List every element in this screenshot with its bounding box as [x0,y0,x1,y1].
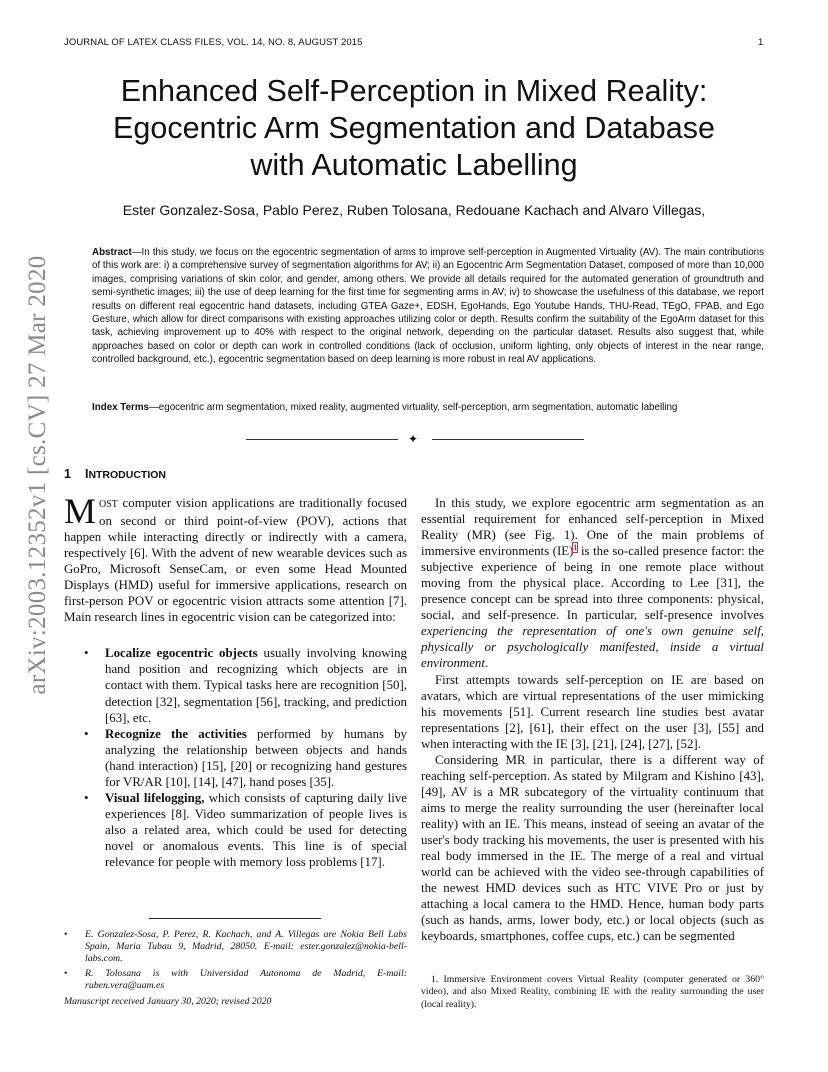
affiliation-text: E. Gonzalez-Sosa, P. Perez, R. Kachach, and A. Villegas are Nokia Bell Labs Spain, Maria Tubau 9, Madrid, 28050. E-mail: ester.gonzalez@nokia-bell-labs.com. [85,929,407,965]
bullet-icon: • [84,646,89,661]
affiliation-item [64,968,407,992]
list-item-title: Localize egocentric objects [105,646,258,661]
index-terms-text: —egocentric arm segmentation, mixed reality, augmented virtuality, self-perception, arm segmentation, automatic labelling [149,402,678,413]
abstract [92,246,764,367]
list-item-text: which consists of capturing daily live experiences [8]. Video summarization of people lives is also a related area, which could be used for detecting novel or anomalous events. This line is of special relevance for people with memory loss problems [17]. [105,790,407,869]
list-item [64,645,407,725]
title-line: with Automatic Labelling [250,148,578,182]
dropcap: M [64,491,97,531]
author-list: Ester Gonzalez-Sosa, Pablo Perez, Ruben Tolosana, Redouane Kachach and Alvaro Villegas, [122,202,706,218]
running-header: JOURNAL OF LATEX CLASS FILES, VOL. 14, NO. 8, AUGUST 2015 [64,37,363,48]
paragraph-text: is the so-called presence factor: the subjective experience of being in one remote place without moving from the physical place. According to Lee [31], the presence concept can be spread into three components: physical, social, and self-presence. In particular, self-presence involves [421,544,765,623]
list-item-title: Visual lifelogging, [105,790,205,805]
paragraph [421,495,764,672]
section-number: 1 [64,467,71,481]
arxiv-identifier: arXiv:2003.12352v1 [cs.CV] 27 Mar 2020 [24,255,51,695]
list-item-text: performed by humans by analyzing the relationship between objects and hands (hand interaction) [15], [20] or recognizing hand gestures for VR/AR [10], [14], [47], hand poses [35]. [105,726,407,789]
bullet-icon: • [64,967,68,979]
abstract-label: Abstract [92,247,132,258]
paragraph-text: In this study, we explore egocentric arm segmentation as an essential requirement for enhanced self-perception in Mixed Reality (MR) (see Fig. 1). One of the main problems of immersive environments (IE) [421,496,764,559]
diamond-ornament-icon: ✦ [408,432,419,446]
page-number: 1 [758,37,764,48]
research-lines-list [64,645,407,870]
footnote: 1. Immersive Environment covers Virtual Reality (computer generated or 360° video), and also Mixed Reality, combining IE with the reality surrounding the user (local reality). [421,974,764,1010]
dropcap-rest: OST [99,499,118,510]
paragraph: Considering MR in particular, there is a different way of reaching self-perception. As stated by Milgram and Kishino [43], [49], AV is a MR subcategory of the virtuality continuum that aims to merge the reality surrounding the user (hereinafter local reality) with an IE. This means, instead of seeing an avatar of the user's body tracking his movements, the user is presented with his real body immersed in the IE. The merge of a real and virtual world can be achieved with the video see-through capabilities of the newest HMD devices such as HTC VIVE Pro or just by attaching a local camera to the HMD. Hence, human body parts (such as hands, arms, lower body, etc.) or local objects (such as keyboards, smartphones, coffee cups, etc.) can be segmented [421,752,764,944]
section-heading [64,467,166,481]
list-item [64,726,407,790]
divider-line [246,439,398,440]
footnote-rule [149,918,321,919]
title-line: Enhanced Self-Perception in Mixed Reality: [120,74,708,108]
bullet-icon: • [84,726,89,741]
paragraph: First attempts towards self-perception on IE are based on avatars, which are virtual representations of the user mimicking his movements [51]. Current research line studies best avatar representations [2], [61], their effect on the user [3], [55] and when interacting with the IE [3], [21], [24], [27], [52]. [421,672,764,751]
italic-quote: experiencing the representation of one's own genuine self, physically or psychologically manifested, inside a virtual environment [421,624,764,671]
paragraph-text: . [484,656,489,671]
paper-title [60,73,768,184]
index-terms-label: Index Terms [92,402,149,413]
abstract-text: —In this study, we focus on the egocentric segmentation of arms to improve self-perception in Augmented Virtuality (AV). The main contributions of this work are: i) a comprehensive survey of segmentation algorithms for AV; ii) an Egocentric Arm Segmentation Dataset, composed of more than 10,000 images, comprising variations of skin color, and gender, among others. We provide all details required for the automated generation of groundtruth and semi-synthetic images; iii) the use of deep learning for the first time for segmenting arms in AV; iv) to showcase the usefulness of this database, we report results on different real egocentric hand datasets, including GTEA Gaze+, EDSH, EgoHands, Ego Youtube Hands, THU-Read, TEgO, FPAB, and Ego Gesture, which allow for direct comparisons with existing approaches utilizing color or depth. Results confirm the suitability of the EgoArm dataset for this task, achieving improvement up to 40% with respect to the original network, depending on the particular dataset. Results also suggest that, while approaches based on color or depth can work in controlled conditions (lack of occlusion, uniform lighting, only objects of interest in the near range, controlled background, etc.), egocentric segmentation based on deep learning is more robust in real AV applications. [92,247,764,366]
footnote-marker[interactable]: 1 [573,542,578,552]
index-terms [92,401,764,414]
affiliation-text: R. Tolosana is with Universidad Autonoma de Madrid, E-mail: ruben.vera@uam.es [85,967,407,991]
divider-line [432,439,584,440]
paragraph-text: computer vision applications are traditionally focused on second or third point-of-view (POV), actions that happen while interacting directly or indirectly with a camera, respectively [6]. With the advent of new wearable devices such as GoPro, Microsoft SenseCam, or even some Head Mounted Displays (HMD) useful for immersive applications, research on first-person POV or egocentric vision attracts some attention [7]. Main research lines in egocentric vision can be categorized into: [64,496,407,625]
section-title-initial: I [84,467,89,481]
intro-paragraph [64,491,407,625]
right-column [421,495,764,944]
list-item-text: usually involving knowing hand position and recognizing which objects are in contact with them. Typical tasks here are recognition [50], detection [32], segmentation [56], tracking, and prediction [63], etc. [105,646,407,725]
list-item-title: Recognize the activities [105,726,247,741]
section-title-rest: NTRODUCTION [88,469,167,481]
manuscript-note: Manuscript received January 30, 2020; revised 2020 [64,996,272,1007]
section-divider [246,432,584,448]
affiliations [64,929,407,994]
list-item [64,790,407,870]
bullet-icon: • [84,790,89,805]
title-line: Egocentric Arm Segmentation and Database [113,111,715,145]
bullet-icon: • [64,929,68,940]
affiliation-item [64,929,407,966]
left-column [64,491,407,870]
